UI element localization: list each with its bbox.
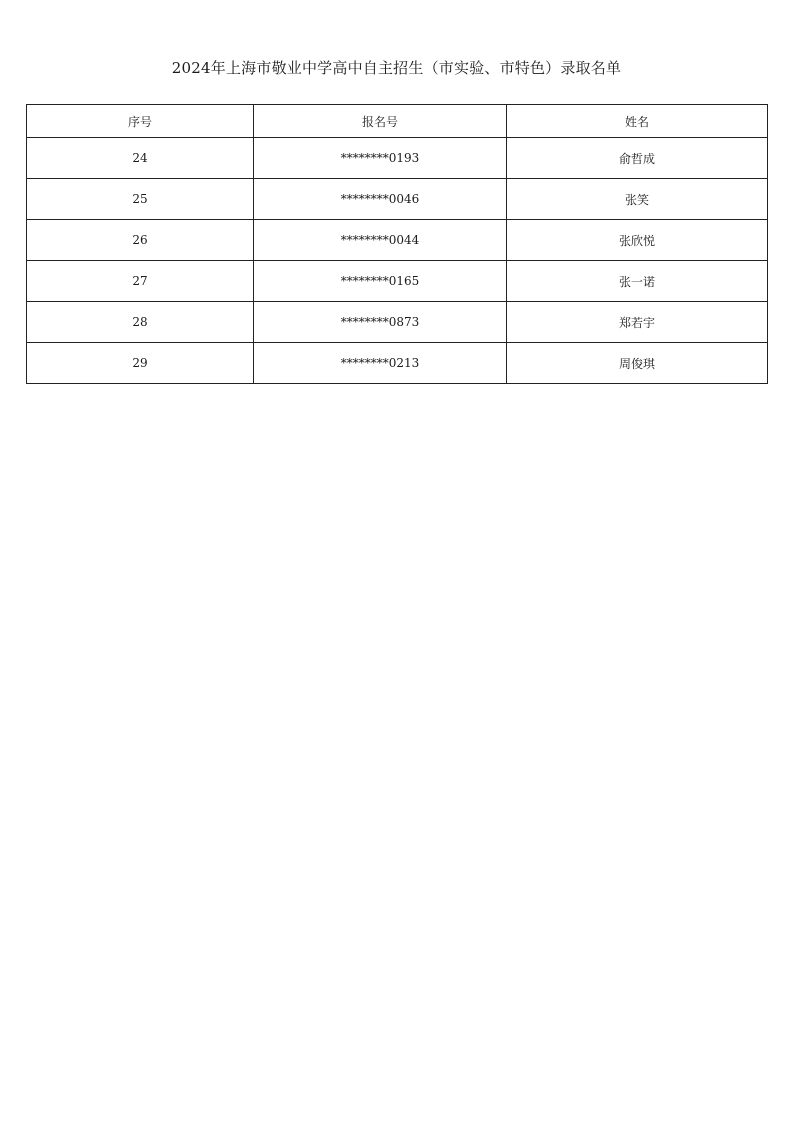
- registration-number-cell: ********0193: [254, 138, 507, 179]
- student-name-cell: 张笑: [507, 179, 768, 220]
- table-row: [27, 302, 768, 343]
- serial-cell: 25: [27, 179, 254, 220]
- table-row: [27, 261, 768, 302]
- serial-cell: 26: [27, 220, 254, 261]
- student-name-cell: 张欣悦: [507, 220, 768, 261]
- table-row: [27, 220, 768, 261]
- registration-number-cell: ********0165: [254, 261, 507, 302]
- student-name-cell: 俞哲成: [507, 138, 768, 179]
- table-row: [27, 343, 768, 384]
- column-header-serial: 序号: [27, 105, 254, 138]
- registration-number-cell: ********0044: [254, 220, 507, 261]
- student-name-cell: 张一诺: [507, 261, 768, 302]
- serial-cell: 27: [27, 261, 254, 302]
- student-name-cell: 郑若宇: [507, 302, 768, 343]
- table-row: [27, 138, 768, 179]
- page-title: 2024年上海市敬业中学高中自主招生（市实验、市特色）录取名单: [171, 59, 622, 77]
- serial-cell: 28: [27, 302, 254, 343]
- column-header-registration-number: 报名号: [254, 105, 507, 138]
- student-name-cell: 周俊琪: [507, 343, 768, 384]
- serial-cell: 24: [27, 138, 254, 179]
- table-row: [27, 179, 768, 220]
- column-header-name: 姓名: [507, 105, 768, 138]
- registration-number-cell: ********0213: [254, 343, 507, 384]
- registration-number-cell: ********0046: [254, 179, 507, 220]
- registration-number-cell: ********0873: [254, 302, 507, 343]
- table-header-row: [27, 105, 768, 138]
- serial-cell: 29: [27, 343, 254, 384]
- admission-table: [26, 104, 768, 384]
